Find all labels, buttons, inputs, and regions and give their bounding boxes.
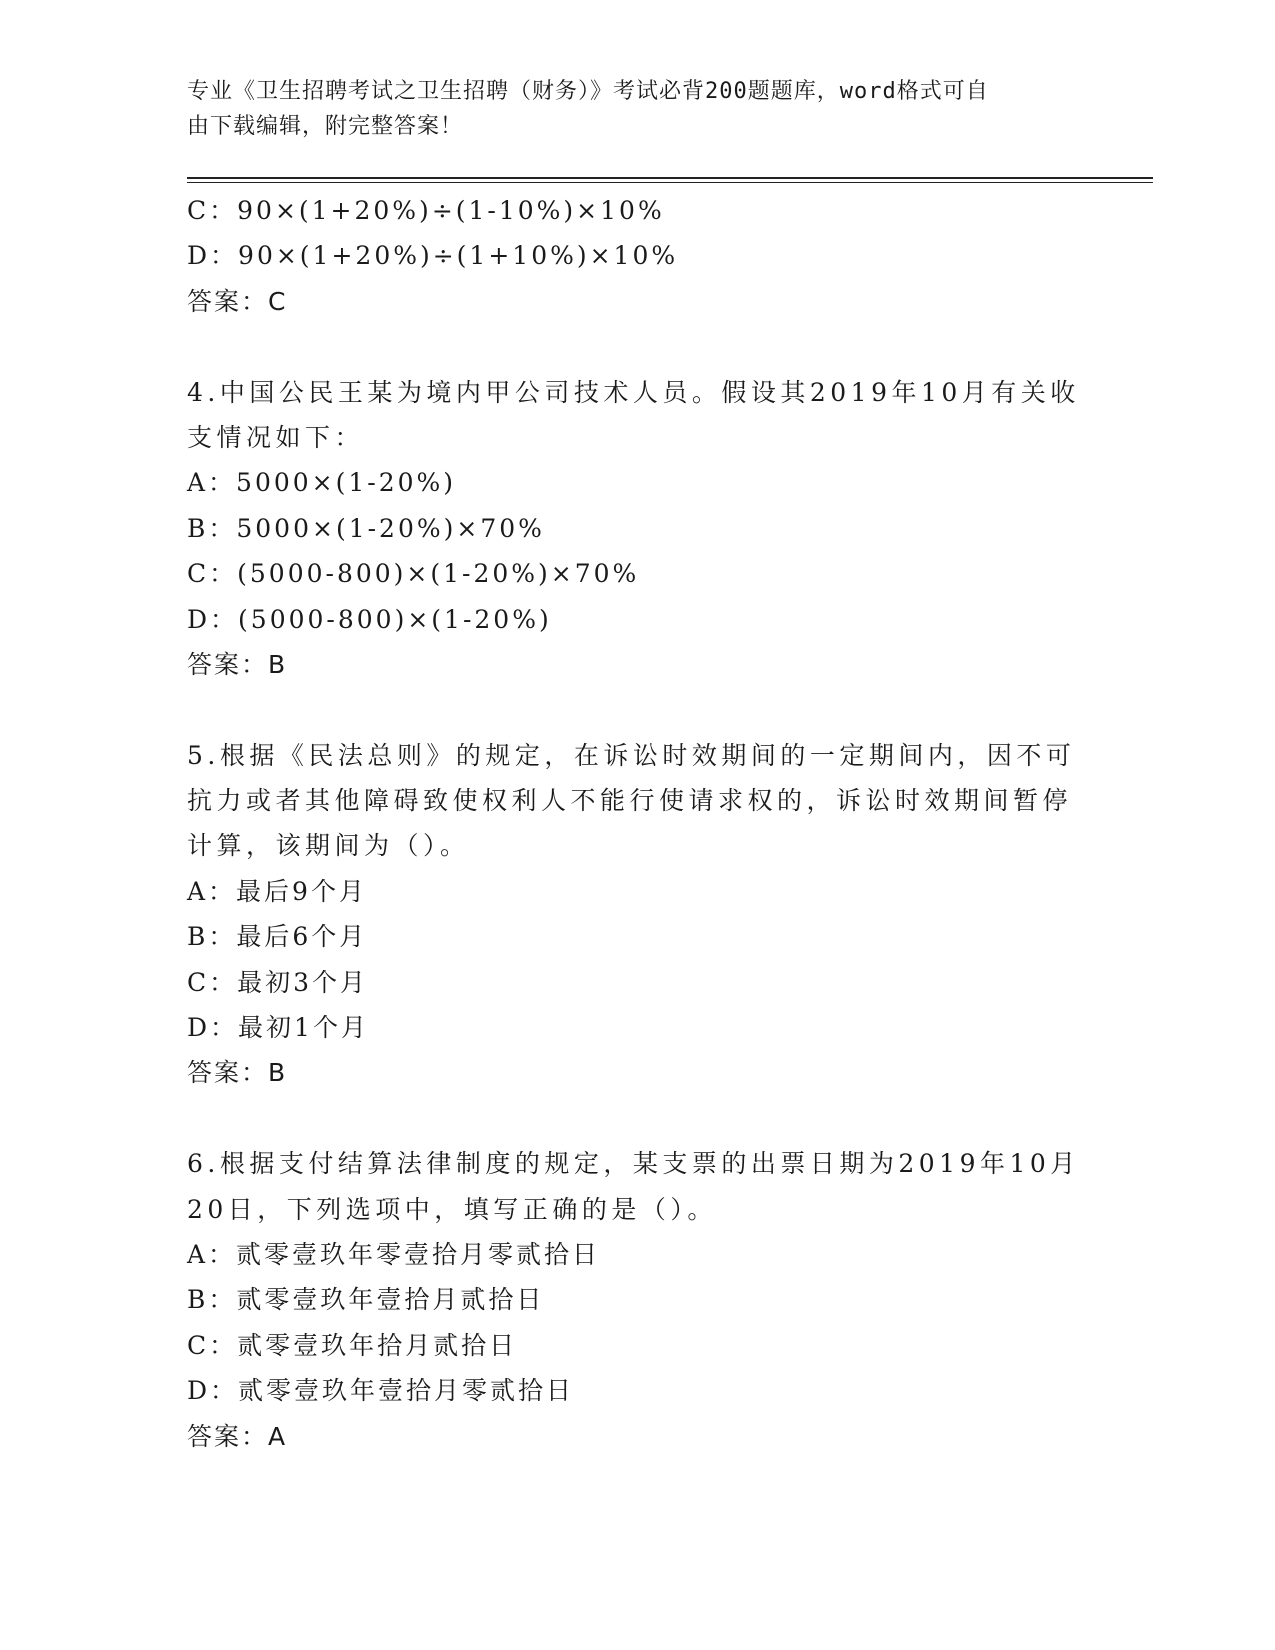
spacer [187, 324, 1067, 369]
header-line-2: 由下载编辑，附完整答案！ [187, 114, 464, 139]
q4-option-b: B：5000×(1-20%)×70% [187, 513, 545, 543]
q4-option-d: D：(5000-800)×(1-20%) [187, 604, 552, 634]
q6-option-a: A：贰零壹玖年零壹拾月零贰拾日 [187, 1239, 601, 1269]
question-5 [187, 733, 1076, 1096]
q3-option-c: C：90×(1+20%)÷(1-10%)×10% [187, 196, 665, 225]
q6-stem-line-2: 20日，下列选项中，填写正确的是（）。 [187, 1194, 717, 1224]
q5-answer: 答案：B [187, 1058, 288, 1088]
q4-answer: 答案：B [187, 649, 288, 679]
q5-option-d: D：最初1个月 [187, 1013, 369, 1043]
q6-stem-line-1: 6.根据支付结算法律制度的规定，某支票的出票日期为2019年10月 [187, 1149, 1080, 1179]
document-header [187, 74, 1067, 144]
q4-option-a: A：5000×(1-20%) [187, 468, 457, 498]
spacer [187, 687, 1067, 732]
header-line-1: 专业《卫生招聘考试之卫生招聘（财务）》考试必背200题题库，word格式可自 [187, 79, 989, 104]
q5-option-c: C：最初3个月 [187, 967, 369, 997]
q6-option-b: B：贰零壹玖年壹拾月贰拾日 [187, 1285, 545, 1315]
question-4 [187, 370, 1080, 688]
spacer [187, 1096, 1067, 1141]
q5-stem-line-2: 抗力或者其他障碍致使权利人不能行使请求权的，诉讼时效期间暂停 [187, 786, 1073, 816]
q5-option-b: B：最后6个月 [187, 922, 368, 952]
q5-stem-line-1: 5.根据《民法总则》的规定，在诉讼时效期间的一定期间内，因不可 [187, 740, 1076, 770]
header-divider-thin [187, 182, 1153, 183]
q4-stem-line-2: 支情况如下： [187, 422, 365, 452]
q3-option-d: D：90×(1+20%)÷(1+10%)×10% [187, 241, 679, 271]
q6-option-d: D：贰零壹玖年壹拾月零贰拾日 [187, 1376, 575, 1406]
q5-option-a: A：最后9个月 [187, 876, 367, 906]
question-3 [187, 188, 1067, 324]
question-list [187, 188, 1080, 1459]
q3-answer: 答案：C [187, 286, 288, 316]
header-divider-thick [187, 177, 1153, 179]
q4-option-c: C：(5000-800)×(1-20%)×70% [187, 559, 640, 589]
q4-stem-line-1: 4.中国公民王某为境内甲公司技术人员。假设其2019年10月有关收 [187, 377, 1080, 407]
question-6 [187, 1141, 1080, 1459]
q6-answer: 答案：A [187, 1421, 288, 1451]
q6-option-c: C：贰零壹玖年拾月贰拾日 [187, 1330, 518, 1360]
q5-stem-line-3: 计算，该期间为（）。 [187, 831, 470, 861]
